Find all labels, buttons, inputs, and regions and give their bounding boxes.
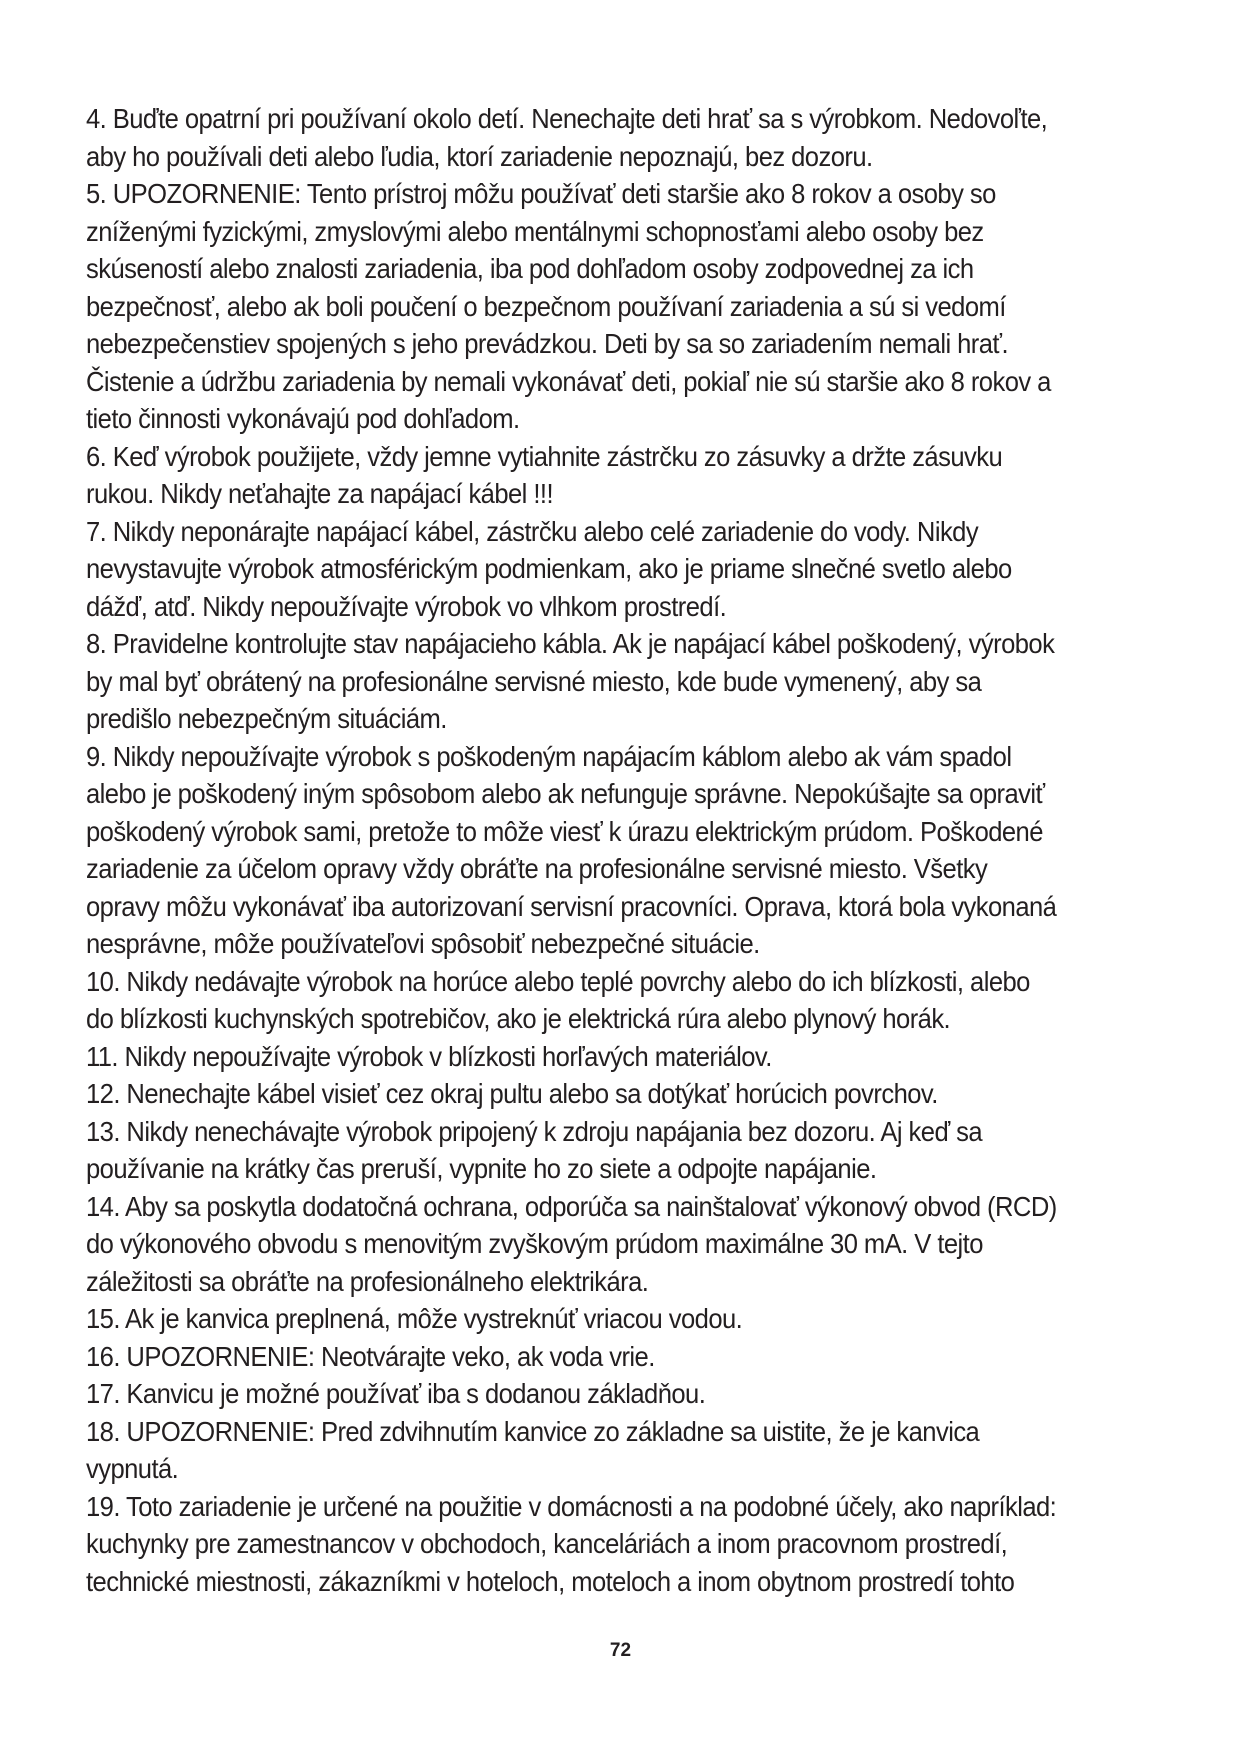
- text-line: 7. Nikdy neponárajte napájací kábel, zástrčku alebo celé zariadenie do vody. Nikdy: [86, 515, 979, 547]
- text-line: kuchynky pre zamestnancov v obchodoch, kanceláriách a inom pracovnom prostredí,: [86, 1528, 1008, 1559]
- text-line: používanie na krátky čas preruší, vypnite ho zo siete a odpojte napájanie.: [86, 1153, 877, 1184]
- page-number: 72: [609, 1640, 632, 1661]
- text-line: 18. UPOZORNENIE: Pred zdvihnutím kanvice zo základne sa uistite, že je kanvica: [86, 1415, 980, 1447]
- text-line: záležitosti sa obráťte na profesionálneho elektrikára.: [86, 1265, 649, 1297]
- text-line: 8. Pravidelne kontrolujte stav napájacieho kábla. Ak je napájací kábel poškodený, výrobok: [86, 628, 1055, 659]
- text-line: 12. Nenechajte kábel visieť cez okraj pultu alebo sa dotýkať horúcich povrchov.: [86, 1078, 938, 1109]
- text-line: 10. Nikdy nedávajte výrobok na horúce alebo teplé povrchy alebo do ich blízkosti, alebo: [86, 965, 1030, 997]
- text-line: 4. Buďte opatrní pri používaní okolo detí. Nenechajte deti hrať sa s výrobkom. Nedovoľte,: [86, 103, 1048, 134]
- text-line: technické miestnosti, zákazníkmi v hoteloch, moteloch a inom obytnom prostredí tohto: [86, 1565, 1015, 1597]
- text-line: tieto činnosti vykonávajú pod dohľadom.: [86, 403, 520, 434]
- text-line: dážď, atď. Nikdy nepoužívajte výrobok vo vlhkom prostredí.: [86, 590, 727, 622]
- text-line: 5. UPOZORNENIE: Tento prístroj môžu používať deti staršie ako 8 rokov a osoby so: [86, 178, 996, 209]
- text-line: 17. Kanvicu je možné používať iba s dodanou základňou.: [86, 1378, 706, 1409]
- text-line: predišlo nebezpečným situáciám.: [86, 703, 447, 734]
- text-line: nevystavujte výrobok atmosférickým podmienkam, ako je priame slnečné svetlo alebo: [86, 553, 1012, 584]
- text-line: zníženými fyzickými, zmyslovými alebo mentálnymi schopnosťami alebo osoby bez: [86, 215, 984, 247]
- text-line: 13. Nikdy nenechávajte výrobok pripojený k zdroju napájania bez dozoru. Aj keď sa: [86, 1115, 983, 1147]
- text-line: nesprávne, môže používateľovi spôsobiť nebezpečné situácie.: [86, 928, 760, 959]
- text-line: by mal byť obrátený na profesionálne servisné miesto, kde bude vymenený, aby sa: [86, 665, 982, 697]
- text-line: 9. Nikdy nepoužívajte výrobok s poškodeným napájacím káblom alebo ak vám spadol: [86, 740, 1012, 772]
- text-line: 11. Nikdy nepoužívajte výrobok v blízkosti horľavých materiálov.: [86, 1040, 772, 1072]
- text-line: aby ho používali deti alebo ľudia, ktorí zariadenie nepoznajú, bez dozoru.: [86, 140, 873, 172]
- text-line: 15. Ak je kanvica preplnená, môže vystreknúť vriacou vodou.: [86, 1303, 743, 1334]
- text-line: 19. Toto zariadenie je určené na použitie v domácnosti a na podobné účely, ako napríklad:: [86, 1490, 1057, 1522]
- text-line: rukou. Nikdy neťahajte za napájací kábel !!!: [86, 478, 554, 509]
- text-line: zariadenie za účelom opravy vždy obráťte na profesionálne servisné miesto. Všetky: [86, 853, 988, 884]
- text-line: do blízkosti kuchynských spotrebičov, ako je elektrická rúra alebo plynový horák.: [86, 1003, 951, 1034]
- text-line: do výkonového obvodu s menovitým zvyškovým prúdom maximálne 30 mA. V tejto: [86, 1228, 983, 1259]
- text-line: opravy môžu vykonávať iba autorizovaní servisní pracovníci. Oprava, ktorá bola vykonaná: [86, 890, 1057, 922]
- text-line: skúseností alebo znalosti zariadenia, iba pod dohľadom osoby zodpovednej za ich: [86, 253, 974, 284]
- text-line: Čistenie a údržbu zariadenia by nemali vykonávať deti, pokiaľ nie sú staršie ako 8 rokov a: [86, 365, 1051, 397]
- text-line: vypnutá.: [86, 1453, 179, 1484]
- safety-instructions-text: [86, 100, 1171, 1600]
- text-line: poškodený výrobok sami, pretože to môže viesť k úrazu elektrickým prúdom. Poškodené: [86, 815, 1043, 847]
- text-line: 16. UPOZORNENIE: Neotvárajte veko, ak voda vrie.: [86, 1340, 655, 1372]
- text-line: alebo je poškodený iným spôsobom alebo ak nefunguje správne. Nepokúšajte sa opraviť: [86, 778, 1045, 809]
- text-line: 6. Keď výrobok použijete, vždy jemne vytiahnite zástrčku zo zásuvky a držte zásuvku: [86, 440, 1003, 472]
- text-line: bezpečnosť, alebo ak boli poučení o bezpečnom používaní zariadenia a sú si vedomí: [86, 290, 1006, 322]
- text-line: 14. Aby sa poskytla dodatočná ochrana, odporúča sa nainštalovať výkonový obvod (RCD): [86, 1190, 1057, 1222]
- text-line: nebezpečenstiev spojených s jeho prevádzkou. Deti by sa so zariadením nemali hrať.: [86, 328, 1009, 359]
